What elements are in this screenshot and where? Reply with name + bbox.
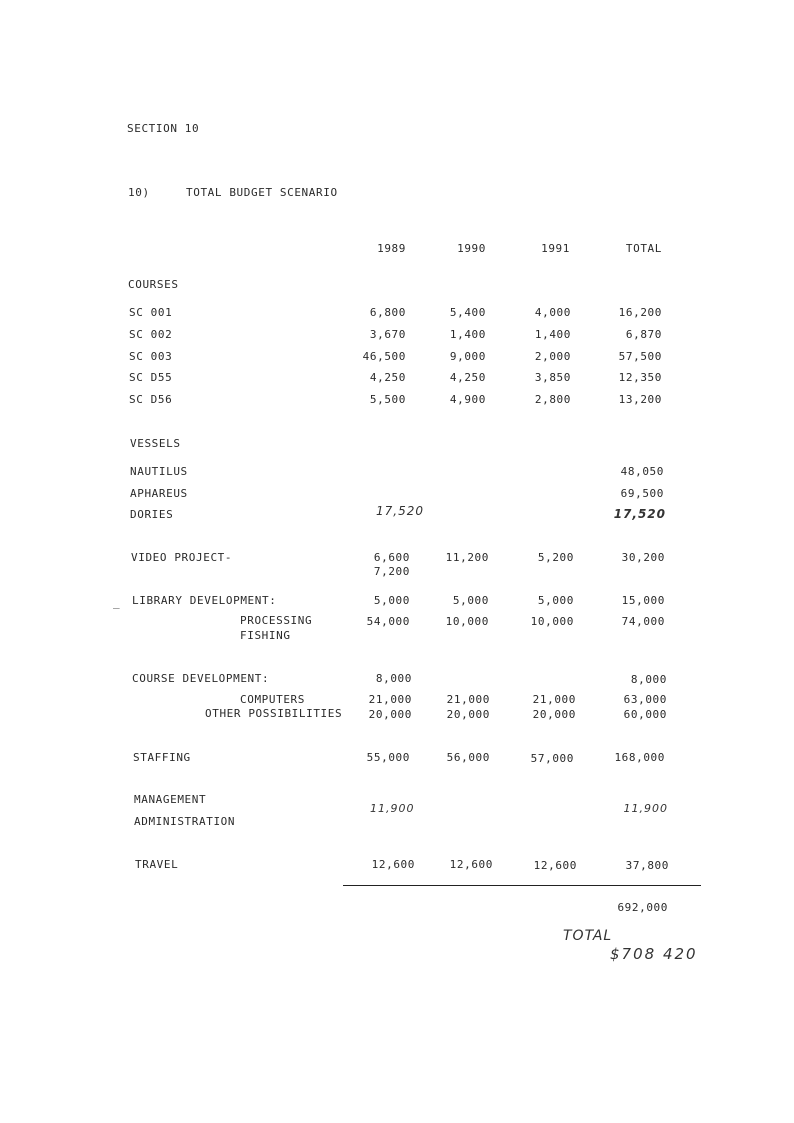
cell-1990: 5,400	[449, 306, 486, 319]
column-header-1991: 1991	[541, 242, 570, 255]
column-header-1989: 1989	[377, 242, 406, 255]
cell-1990: 56,000	[446, 751, 490, 764]
cell-total: 13,200	[618, 393, 662, 406]
row-label: SC D55	[129, 371, 173, 384]
cell-1990: 4,250	[449, 371, 486, 384]
cell-1989: 6,600	[373, 551, 410, 564]
cell-1989: 4,250	[369, 371, 406, 384]
cell-1989: 46,500	[362, 350, 406, 363]
cell-1991: 20,000	[532, 708, 576, 721]
cell-total: 15,000	[621, 594, 665, 607]
row-label: SC 002	[129, 328, 173, 341]
row-label: COURSE DEVELOPMENT:	[132, 672, 270, 685]
cell-1991: 10,000	[530, 615, 574, 628]
cell-1989: 3,670	[369, 328, 406, 341]
row-label-administration: ADMINISTRATION	[134, 815, 236, 828]
cell-1989: 55,000	[366, 751, 410, 764]
cell-1989-extra: 7,200	[373, 565, 410, 578]
cell-1990: 1,400	[449, 328, 486, 341]
cell-total: 48,050	[620, 465, 664, 478]
cell-1991: 5,000	[537, 594, 574, 607]
row-label: SC D56	[129, 393, 173, 406]
cell-1991: 1,400	[534, 328, 571, 341]
section-label: SECTION 10	[127, 122, 200, 135]
handwritten-total-value: $708 420	[610, 945, 698, 963]
cell-total: 30,200	[621, 551, 665, 564]
cell-1989: 12,600	[371, 858, 415, 871]
cell-1989: 54,000	[366, 615, 410, 628]
cell-1989-handwritten: 11,900	[370, 802, 415, 815]
row-label-management: MANAGEMENT	[134, 793, 207, 806]
cell-1990: 5,000	[452, 594, 489, 607]
cell-1989: 8,000	[375, 672, 412, 685]
row-label: SC 003	[129, 350, 173, 363]
margin-mark: _	[113, 596, 121, 609]
cell-total-handwritten: 17,520	[613, 507, 666, 521]
column-header-total: TOTAL	[625, 242, 662, 255]
row-label: TRAVEL	[135, 858, 179, 871]
cell-1990: 11,200	[445, 551, 489, 564]
row-label: SC 001	[129, 306, 173, 319]
cell-total-handwritten: 11,900	[623, 802, 668, 815]
column-header-1990: 1990	[457, 242, 486, 255]
row-label: OTHER POSSIBILITIES	[205, 707, 343, 720]
cell-1990: 10,000	[445, 615, 489, 628]
row-label: STAFFING	[133, 751, 191, 764]
handwritten-total-label: TOTAL	[563, 928, 613, 944]
cell-1989: 20,000	[368, 708, 412, 721]
row-label: LIBRARY DEVELOPMENT:	[132, 594, 277, 607]
total-rule	[343, 885, 701, 886]
cell-1990: 12,600	[449, 858, 493, 871]
cell-1989: 5,000	[373, 594, 410, 607]
cell-1991: 12,600	[533, 859, 577, 872]
row-label: NAUTILUS	[130, 465, 188, 478]
cell-total: 8,000	[630, 673, 667, 686]
courses-title: COURSES	[128, 278, 179, 291]
sub-label-processing: PROCESSING	[240, 614, 313, 627]
sub-label-fishing: FISHING	[240, 629, 291, 642]
cell-1989: 5,500	[369, 393, 406, 406]
cell-1990: 9,000	[449, 350, 486, 363]
cell-total: 60,000	[623, 708, 667, 721]
row-label: APHAREUS	[130, 487, 188, 500]
cell-1989-handwritten: 17,520	[376, 504, 424, 518]
row-label: VIDEO PROJECT-	[131, 551, 233, 564]
vessels-title: VESSELS	[130, 437, 181, 450]
cell-1991: 57,000	[530, 752, 574, 765]
cell-1991: 3,850	[534, 371, 571, 384]
cell-total: 63,000	[623, 693, 667, 706]
cell-1990: 4,900	[449, 393, 486, 406]
cell-total: 12,350	[618, 371, 662, 384]
cell-1989: 21,000	[368, 693, 412, 706]
cell-1990: 21,000	[446, 693, 490, 706]
row-label: COMPUTERS	[240, 693, 306, 706]
cell-total: 16,200	[618, 306, 662, 319]
cell-total: 74,000	[621, 615, 665, 628]
cell-1991: 4,000	[534, 306, 571, 319]
cell-1989: 6,800	[369, 306, 406, 319]
cell-1990: 20,000	[446, 708, 490, 721]
cell-total: 6,870	[625, 328, 662, 341]
cell-1991: 21,000	[532, 693, 576, 706]
cell-1991: 2,800	[534, 393, 571, 406]
heading-title: TOTAL BUDGET SCENARIO	[186, 186, 338, 199]
cell-1991: 2,000	[534, 350, 571, 363]
cell-total: 37,800	[625, 859, 669, 872]
cell-total: 57,500	[618, 350, 662, 363]
heading-number: 10)	[128, 186, 150, 199]
grand-total: 692,000	[617, 901, 668, 914]
cell-1991: 5,200	[537, 551, 574, 564]
row-label: DORIES	[130, 508, 174, 521]
cell-total: 69,500	[620, 487, 664, 500]
cell-total: 168,000	[614, 751, 665, 764]
